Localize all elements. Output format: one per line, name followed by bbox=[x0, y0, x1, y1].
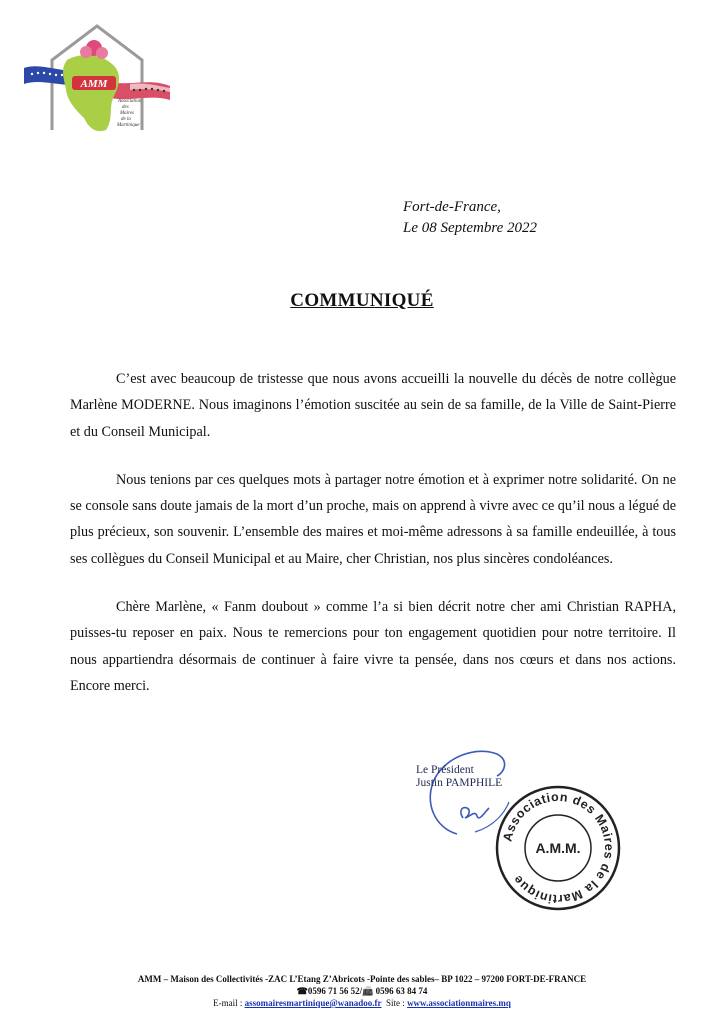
body-paragraph: Nous tenions par ces quelques mots à partager notre émotion et à exprimer notre solidarité. On ne se console sans doute jamais de la mort d’un proche, mais on apprend à vivre avec ce qu’il nous a légué de plus précieux, son souvenir. L’ensemble des maires et moi-même adressons à sa famille endeuillée, à tous ses collègues du Conseil Municipal et au Maire, cher Christian, nos plus sincères condoléances. bbox=[70, 471, 676, 567]
email-link[interactable]: assomairesmartinique@wanadoo.fr bbox=[244, 998, 382, 1008]
stamp-center-text: A.M.M. bbox=[535, 840, 581, 856]
date: Le 08 Septembre 2022 bbox=[403, 220, 538, 236]
amm-logo bbox=[22, 22, 172, 142]
logo-caption-line: des bbox=[122, 105, 129, 110]
footer-address: AMM – Maison des Collectivités -ZAC L’Etang Z’Abricots -Pointe des sables– BP 1022 – 97200 FORT-DE-FRANCE bbox=[137, 974, 587, 984]
document-title: COMMUNIQUÉ bbox=[290, 290, 434, 311]
signatory-role: Le Président bbox=[416, 764, 474, 776]
document-body bbox=[70, 366, 676, 721]
logo-caption-line: de la bbox=[121, 117, 131, 122]
signatory-block bbox=[416, 764, 502, 790]
place-date-block bbox=[403, 197, 537, 239]
website-link[interactable]: www.associationmaires.mq bbox=[407, 998, 511, 1008]
signatory-name: Justin PAMPHILE bbox=[416, 777, 503, 789]
logo-caption-line: Maires bbox=[120, 111, 134, 116]
email-label: E-mail : bbox=[213, 998, 245, 1008]
association-stamp bbox=[493, 783, 623, 913]
footer-contact-line bbox=[0, 997, 724, 1009]
stamp-ring-text: Association des Maires de la Martinique bbox=[500, 789, 617, 907]
logo-caption-line: Association bbox=[118, 99, 142, 104]
logo-caption-line: Martinique bbox=[117, 123, 140, 128]
body-paragraph: C’est avec beaucoup de tristesse que nous avons accueilli la nouvelle du décès de notre collègue Marlène MODERNE. Nous imaginons l’émotion suscitée au sein de sa famille, de la Ville de Saint-Pierre et du Conseil Municipal. bbox=[70, 371, 676, 440]
footer-phone-fax: ☎0596 71 56 52/📠 0596 63 84 74 bbox=[296, 986, 428, 996]
place: Fort-de-France, bbox=[403, 199, 501, 215]
site-label: Site : bbox=[386, 998, 408, 1008]
body-paragraph: Chère Marlène, « Fanm doubout » comme l’a si bien décrit notre cher ami Christian RAPHA, puisses-tu reposer en paix. Nous te remercions pour ton engagement quotidien pour notre territoire. Il nous appartiendra désormais de continuer à faire vivre ta pensée, dans nos cœurs et dans nos actions. Encore merci. bbox=[70, 599, 676, 694]
footer bbox=[0, 973, 724, 1009]
logo-text: AMM bbox=[80, 78, 108, 90]
